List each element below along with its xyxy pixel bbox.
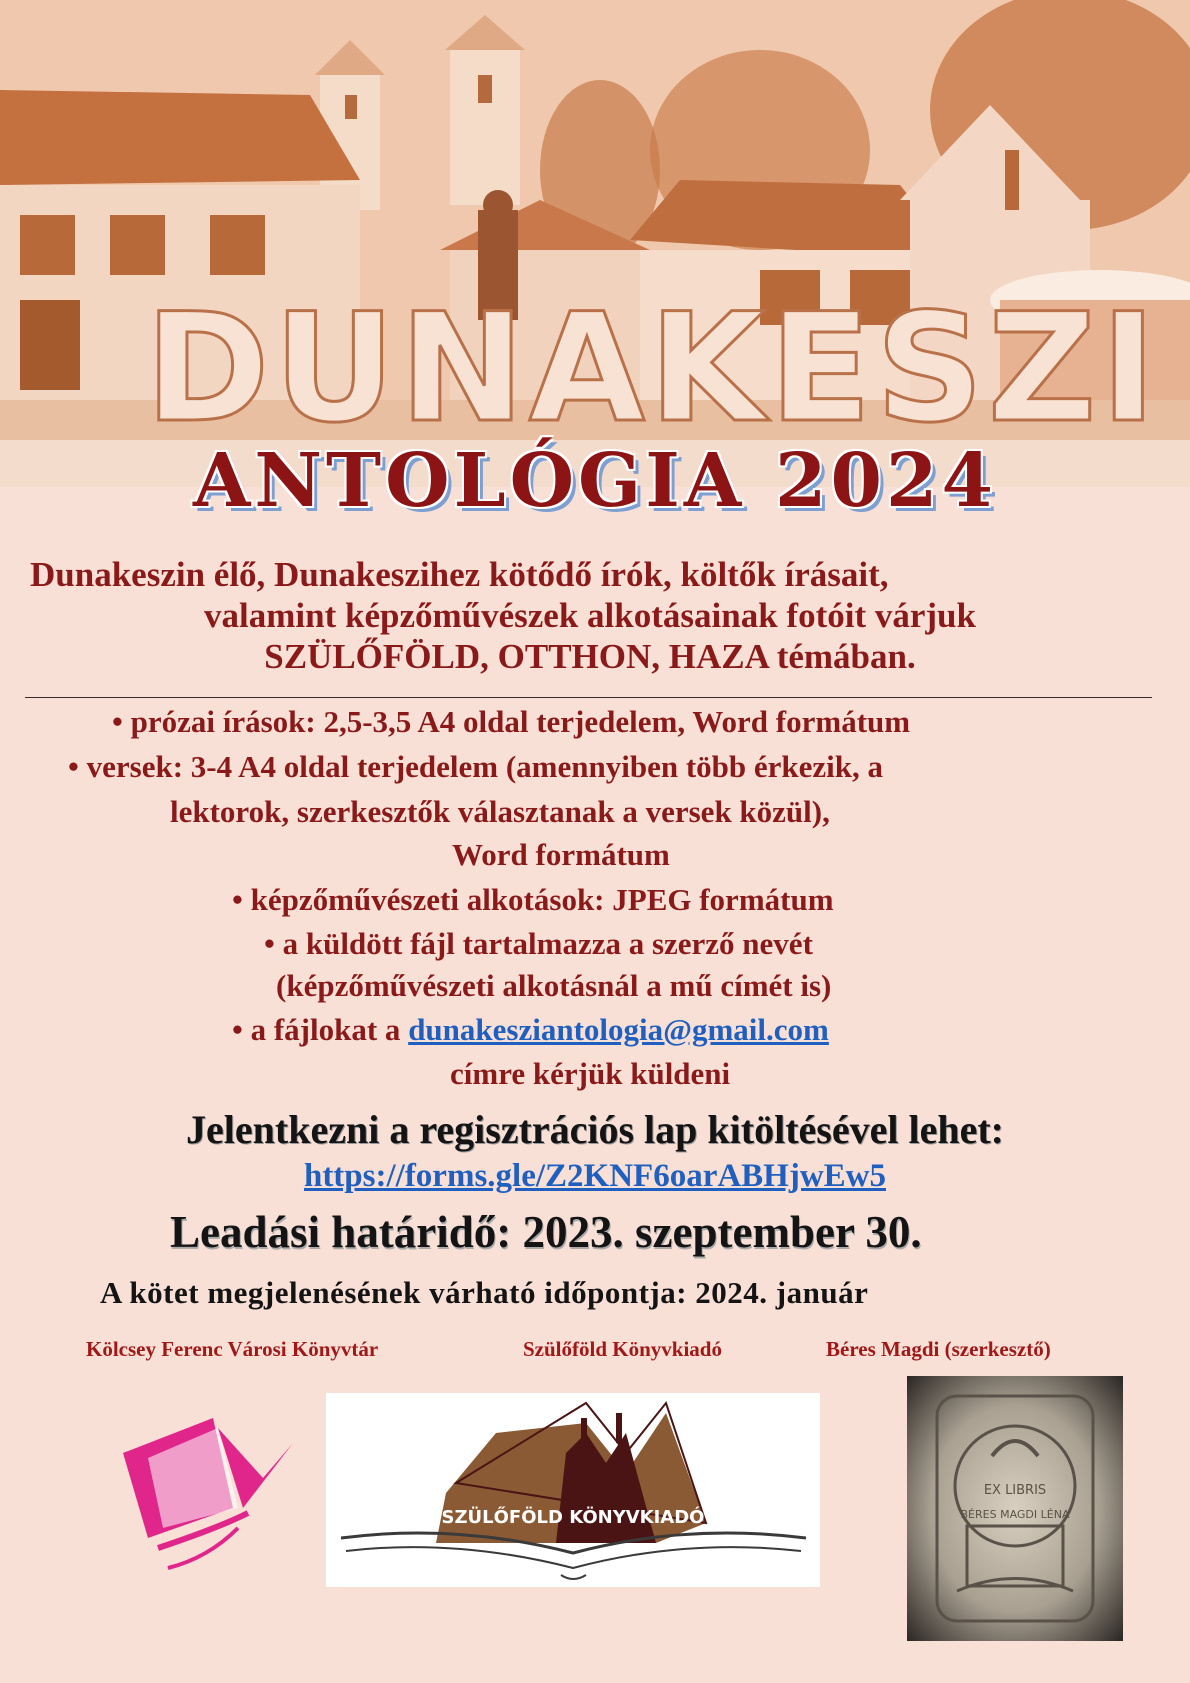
list-item xyxy=(68,745,883,789)
bullet-icon: • xyxy=(68,749,87,784)
page-title: ANTOLÓGIA 2024 xyxy=(192,438,998,524)
list-item-continuation: Word formátum xyxy=(452,837,670,872)
intro-text xyxy=(20,555,1160,678)
intro-line-2: valamint képzőművészek alkotásainak fotóit várjuk xyxy=(204,595,976,635)
town-illustration xyxy=(0,0,1190,487)
hero-photo xyxy=(0,0,1190,487)
list-item-continuation: (képzőművészeti alkotásnál a mű címét is) xyxy=(276,968,832,1003)
publisher-logo-text: SZÜLŐFÖLD KÖNYVKIADÓ xyxy=(441,1507,705,1528)
exlibris-name-text: BÉRES MAGDI LÉNA xyxy=(960,1508,1070,1521)
exlibris-logo xyxy=(907,1376,1123,1641)
bullet-icon: • xyxy=(232,882,251,917)
bullet-icon: • xyxy=(232,1012,251,1047)
bullet-icon: • xyxy=(264,926,283,961)
intro-line-1: Dunakeszin élő, Dunakeszihez kötődő írók, költők írásait, xyxy=(30,555,889,594)
list-item-text: prózai írások: 2,5-3,5 A4 oldal terjedelem, Word formátum xyxy=(130,704,911,739)
publisher-mountain-icon xyxy=(326,1393,820,1587)
email-link[interactable]: dunakesziantologia@gmail.com xyxy=(408,1012,829,1047)
library-logo-icon xyxy=(118,1398,308,1578)
publisher-logo xyxy=(326,1393,820,1587)
list-item-continuation: címre kérjük küldeni xyxy=(450,1056,731,1091)
dunakeszi-sign: DUNAKESZI xyxy=(145,282,1161,456)
organizer-publisher: Szülőföld Könyvkiadó xyxy=(523,1337,722,1361)
form-link[interactable]: https://forms.gle/Z2KNF6oarABHjwEw5 xyxy=(303,1158,887,1194)
list-item xyxy=(264,922,813,966)
exlibris-top-text: EX LIBRIS xyxy=(983,1483,1047,1498)
form-link-wrap xyxy=(0,1158,1190,1195)
divider xyxy=(25,697,1152,698)
list-item xyxy=(232,1008,829,1052)
exlibris-emblem-icon xyxy=(907,1376,1123,1641)
organizer-library: Kölcsey Ferenc Városi Könyvtár xyxy=(86,1337,379,1361)
list-item-continuation: lektorok, szerkesztők választanak a versek közül), xyxy=(170,794,830,829)
list-item-text: versek: 3-4 A4 oldal terjedelem (amennyiben több érkezik, a xyxy=(86,749,884,784)
intro-line-3: SZÜLŐFÖLD, OTTHON, HAZA témában. xyxy=(264,636,916,676)
organizer-editor: Béres Magdi (szerkesztő) xyxy=(826,1337,1051,1361)
list-item xyxy=(232,878,834,922)
list-item-text: a küldött fájl tartalmazza a szerző nevét xyxy=(282,926,813,961)
list-item-text: képzőművészeti alkotások: JPEG formátum xyxy=(250,882,834,917)
deadline-text: Leadási határidő: 2023. szeptember 30. xyxy=(170,1207,922,1257)
list-item-text: a fájlokat a xyxy=(250,1012,409,1047)
apply-heading: Jelentkezni a regisztrációs lap kitöltésével lehet: xyxy=(186,1107,1004,1152)
release-date-text: A kötet megjelenésének várható időpontja: 2024. január xyxy=(100,1275,869,1310)
bullet-icon: • xyxy=(112,704,131,739)
list-item xyxy=(112,700,910,744)
